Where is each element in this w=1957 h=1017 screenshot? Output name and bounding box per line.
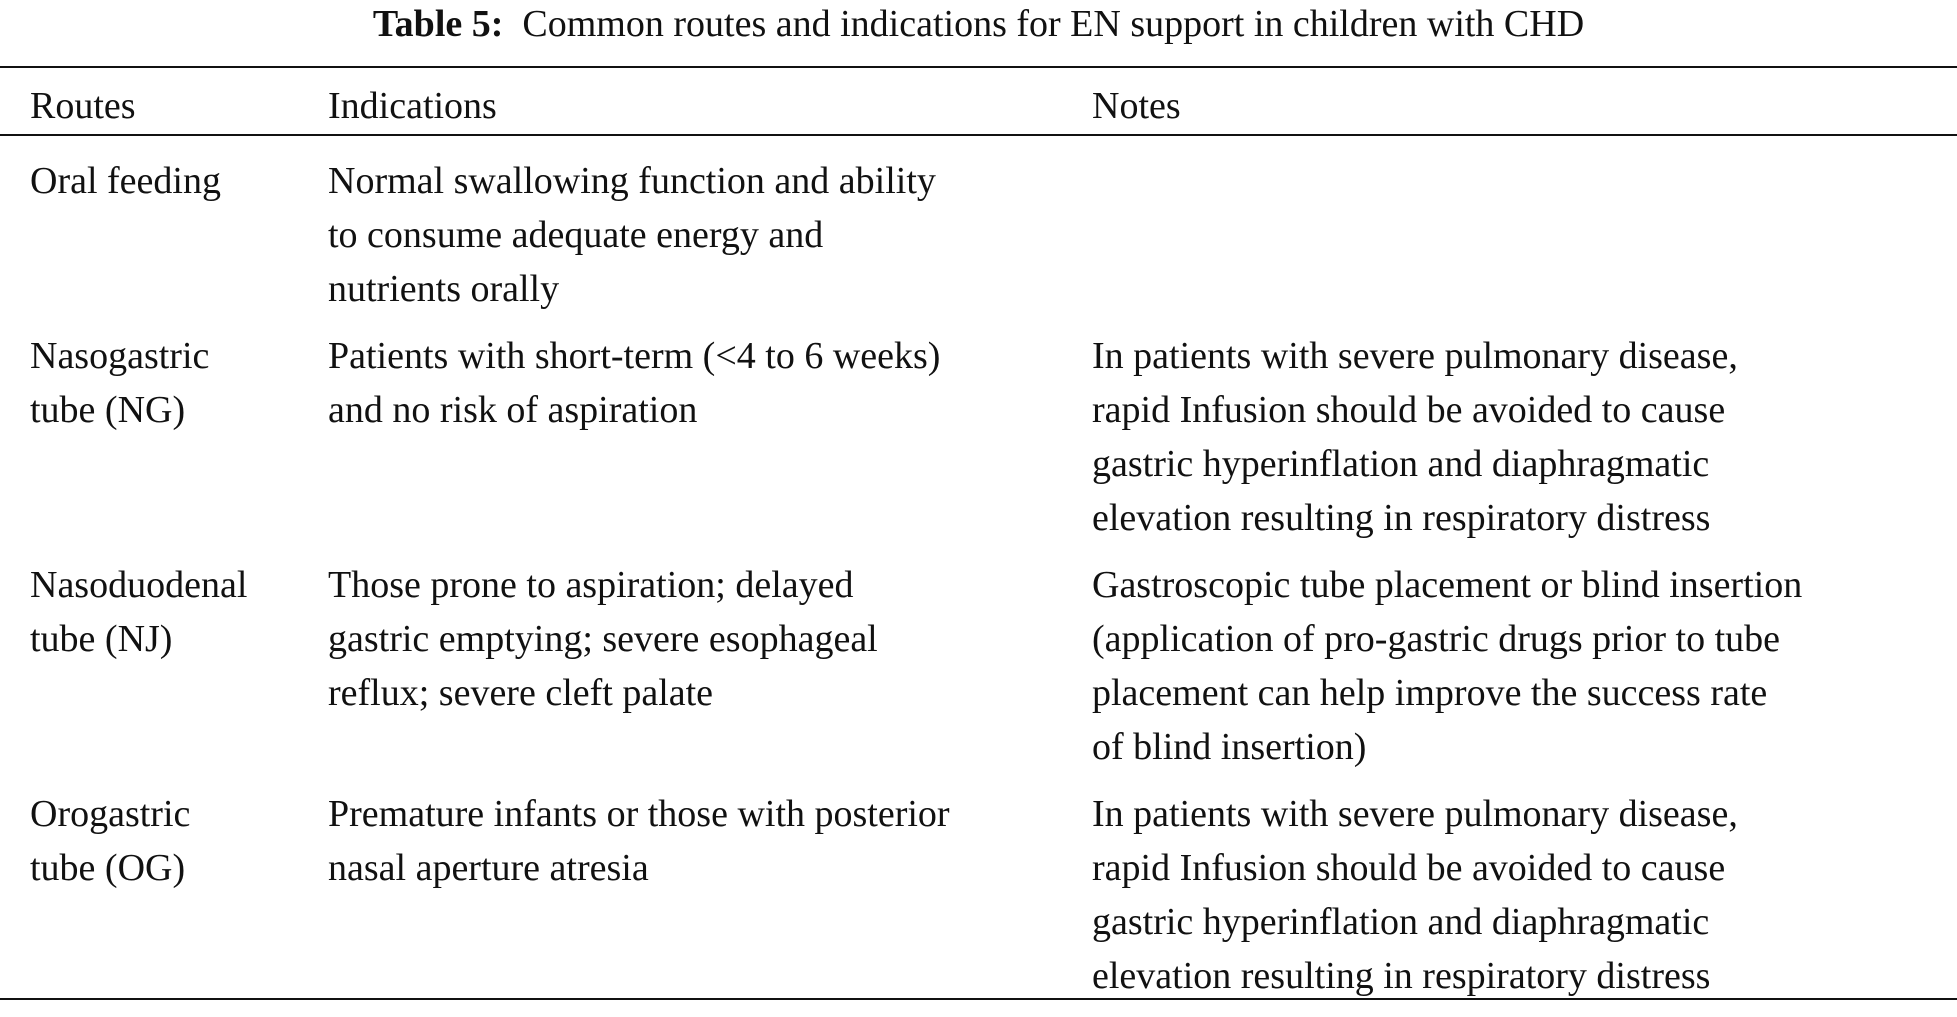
- table-caption-text: Common routes and indications for EN support in children with CHD: [522, 3, 1585, 45]
- cell-indications: Premature infants or those with posterior nasal aperture atresia: [328, 793, 950, 889]
- cell-route: Oral feeding: [30, 160, 221, 202]
- cell-indications: Patients with short-term (<4 to 6 weeks) and no risk of aspiration: [328, 335, 941, 431]
- cell-notes: In patients with severe pulmonary disease, rapid Infusion should be avoided to cause gastric hyperinflation and diaphragmatic elevation resulting in respiratory distress: [1092, 793, 1738, 997]
- table-body: [0, 154, 1957, 1017]
- cell-route: Nasogastric tube (NG): [30, 335, 210, 431]
- table-header-row: [0, 84, 1957, 128]
- table-top-rule: [0, 66, 1957, 68]
- table-row: [0, 154, 1957, 329]
- cell-notes: In patients with severe pulmonary disease, rapid Infusion should be avoided to cause gastric hyperinflation and diaphragmatic elevation resulting in respiratory distress: [1092, 335, 1738, 539]
- table-caption: [0, 4, 1957, 44]
- table-row: [0, 329, 1957, 558]
- column-header-notes: Notes: [1092, 85, 1181, 127]
- column-header-indications: Indications: [328, 85, 497, 127]
- table-row: [0, 787, 1957, 1017]
- column-header-routes: Routes: [30, 85, 136, 127]
- cell-notes: Gastroscopic tube placement or blind insertion (application of pro-gastric drugs prior to tube placement can help improve the success rate of blind insertion): [1092, 564, 1803, 768]
- table-bottom-rule: [0, 998, 1957, 1000]
- cell-indications: Those prone to aspiration; delayed gastric emptying; severe esophageal reflux; severe cleft palate: [328, 564, 878, 714]
- table-header-rule: [0, 134, 1957, 136]
- cell-route: Nasoduodenal tube (NJ): [30, 564, 248, 660]
- table-row: [0, 558, 1957, 787]
- cell-indications: Normal swallowing function and ability to consume adequate energy and nutrients orally: [328, 160, 936, 310]
- table-caption-label: Table 5:: [372, 3, 504, 45]
- cell-route: Orogastric tube (OG): [30, 793, 191, 889]
